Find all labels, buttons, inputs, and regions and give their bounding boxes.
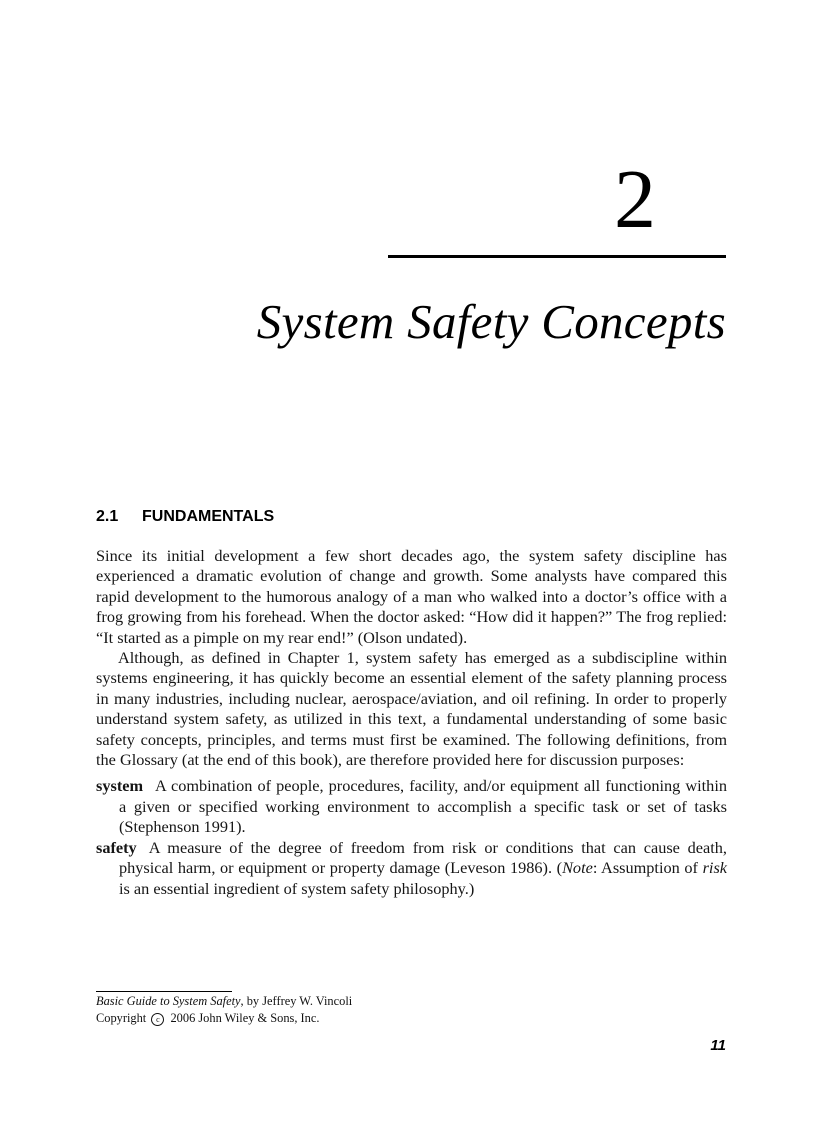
body-text bbox=[96, 546, 727, 899]
copyright-label: Copyright bbox=[96, 1010, 147, 1025]
note-label: Note bbox=[562, 858, 593, 878]
copyright-text: 2006 John Wiley & Sons, Inc. bbox=[170, 1010, 320, 1025]
chapter-number: 2 bbox=[614, 153, 656, 246]
definitions-list bbox=[96, 776, 727, 898]
definition-text: : Assumption of bbox=[592, 858, 703, 878]
section-heading bbox=[96, 506, 274, 528]
section-title: FUNDAMENTALS bbox=[142, 508, 275, 525]
chapter-rule bbox=[388, 255, 726, 258]
definition-text: A measure of the degree of freedom from risk or conditions that can cause death, physical harm, or equipment or property damage (Leveson 1986). ( bbox=[119, 837, 727, 878]
definition-text: A combination of people, procedures, facility, and/or equipment all functioning within a given or specified working environment to accomplish a specific task or set of tasks (Stephenson 1991). bbox=[119, 776, 727, 837]
definition-text: is an essential ingredient of system safety philosophy.) bbox=[119, 878, 475, 898]
paragraph-1: Since its initial development a few short decades ago, the system safety discipline has experienced a dramatic evolution of change and growth. Some analysts have compared this rapid development to the humorous analogy of a man who walked into a doctor’s office with a frog growing from his forehead. When the doctor asked: “How did it happen?” The frog replied: “It started as a pimple on my rear end!” (Olson undated). bbox=[96, 546, 727, 647]
page-number: 11 bbox=[710, 1037, 726, 1054]
book-title: Basic Guide to System Safety bbox=[96, 994, 241, 1008]
paragraph-2: Although, as defined in Chapter 1, system safety has emerged as a subdiscipline within systems engineering, it has quickly become an essential element of the safety planning process in many industries, including nuclear, aerospace/aviation, and oil refining. In order to properly understand system safety, as utilized in this text, a fundamental understanding of some basic safety concepts, principles, and terms must first be examined. The following definitions, from the Glossary (at the end of this book), are therefore provided here for discussion purposes: bbox=[96, 648, 727, 770]
risk-word: risk bbox=[702, 858, 727, 878]
definition-term: safety bbox=[96, 837, 137, 857]
footnote-copyright bbox=[96, 1010, 496, 1027]
definition-safety bbox=[96, 838, 727, 899]
section-number: 2.1 bbox=[96, 508, 119, 525]
chapter-title: System Safety Concepts bbox=[256, 294, 726, 349]
definition-term: system bbox=[96, 776, 144, 796]
book-author: , by Jeffrey W. Vincoli bbox=[240, 994, 353, 1008]
footnote-rule bbox=[96, 991, 232, 992]
footnote bbox=[96, 993, 496, 1026]
copyright-icon: c bbox=[151, 1013, 164, 1026]
footnote-citation bbox=[96, 993, 496, 1010]
definition-system bbox=[96, 776, 727, 837]
